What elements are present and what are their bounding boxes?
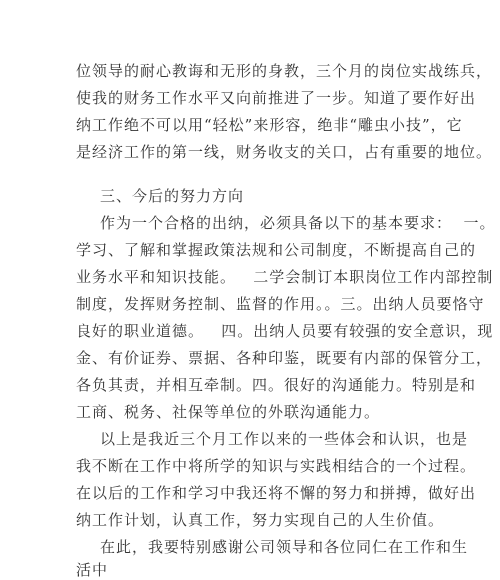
text-line: 使我的财务工作水平又向前推进了一步。知道了要作好出: [76, 89, 477, 107]
text-line: 我不断在工作中将所学的知识与实践相结合的一个过程。: [76, 457, 477, 475]
text-line: 制度，发挥财务控制、监督的作用。。三。出纳人员要恪守: [76, 295, 485, 313]
text-line: 以上是我近三个月工作以来的一些体会和认识，也是: [100, 430, 469, 448]
text-line: 在此，我要特别感谢公司领导和各位同仁在工作和生: [100, 538, 469, 556]
text-line: 位领导的耐心教诲和无形的身教，三个月的岗位实战练兵，: [76, 62, 493, 80]
section-heading: 三、今后的努力方向: [100, 187, 245, 205]
text-line: 学习、了解和掌握政策法规和公司制度，不断提高自己的: [76, 241, 477, 259]
text-line: 工商、税务、社保等单位的外联沟通能力。: [76, 403, 381, 421]
text-line: 纳工作计划，认真工作，努力实现自己的人生价值。: [76, 511, 445, 529]
text-line: 金、有价证券、票据、各种印鉴，既要有内部的保管分工，: [76, 349, 493, 367]
text-line: 各负其责，并相互牵制。四。很好的沟通能力。特别是和: [76, 376, 477, 394]
text-line: 是经济工作的第一线，财务收支的关口，占有重要的地位。: [76, 143, 493, 161]
text-line: 活中: [76, 561, 109, 579]
text-line: 纳工作绝不可以用“轻松”来形容，绝非“雕虫小技”，它: [76, 116, 463, 134]
text-line: 作为一个合格的出纳，必须具备以下的基本要求： 一。: [100, 214, 496, 232]
text-line: 业务水平和知识技能。 二学会制订本职岗位工作内部控制: [76, 268, 494, 286]
text-line: 在以后的工作和学习中我还将不懈的努力和拼搏，做好出: [76, 484, 477, 502]
text-line: 良好的职业道德。 四。出纳人员要有较强的安全意识，现: [76, 322, 494, 340]
